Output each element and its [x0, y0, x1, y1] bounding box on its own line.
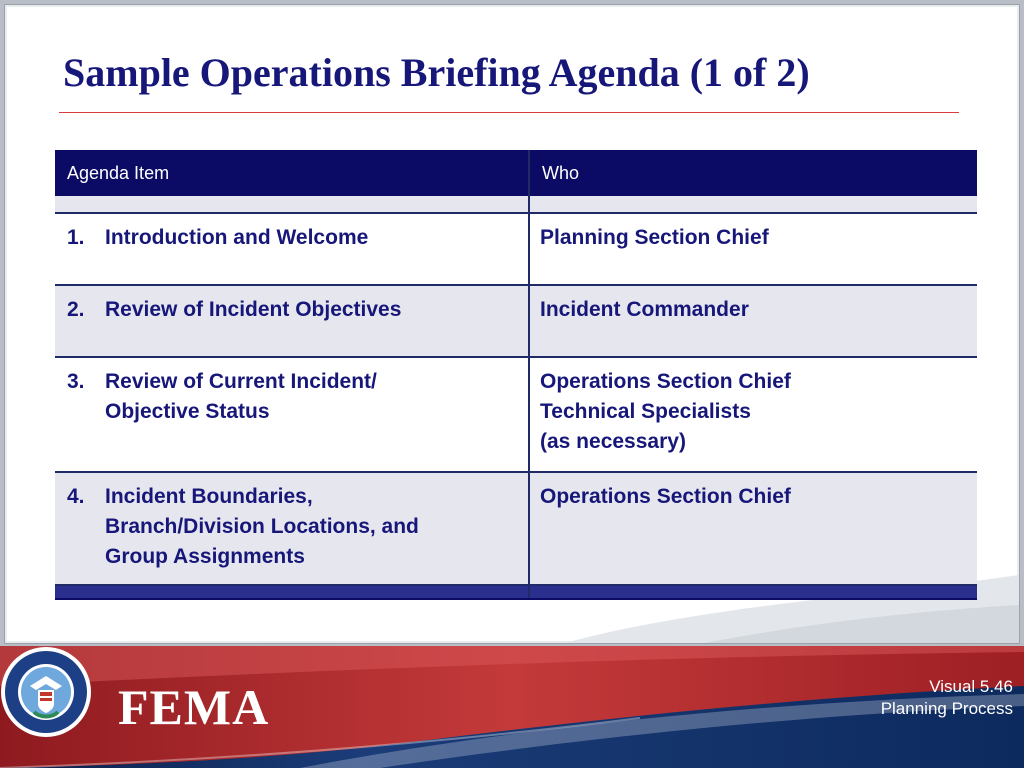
dhs-seal-icon: [0, 646, 92, 738]
header-who: Who: [529, 150, 977, 196]
item-text: Review of Current Incident/ Objective Status: [105, 370, 377, 423]
table-footer-row: [55, 585, 977, 599]
who-cell: Incident Commander: [529, 285, 977, 357]
item-number: 1.: [67, 226, 85, 249]
who-cell: Operations Section Chief: [529, 472, 977, 585]
item-number: 2.: [67, 298, 85, 321]
item-text: Introduction and Welcome: [105, 226, 369, 249]
item-text: Incident Boundaries, Branch/Division Locations, and Group Assignments: [105, 485, 419, 568]
agenda-table: [55, 150, 977, 600]
table-row: [55, 357, 977, 472]
fema-banner: [0, 646, 1024, 768]
item-number: 4.: [67, 485, 85, 508]
table-spacer-row: [55, 196, 977, 213]
item-text: Review of Incident Objectives: [105, 298, 402, 321]
course-section: Planning Process: [880, 699, 1013, 718]
header-agenda-item: Agenda Item: [55, 150, 529, 196]
slide: [4, 4, 1020, 644]
visual-number: Visual 5.46: [929, 677, 1013, 696]
agenda-item-cell: [55, 285, 529, 357]
agenda-item-cell: [55, 357, 529, 472]
agenda-item-cell: [55, 213, 529, 285]
table-row: [55, 285, 977, 357]
who-cell: Operations Section Chief Technical Specialists (as necessary): [529, 357, 977, 472]
table-row: [55, 213, 977, 285]
slide-title: Sample Operations Briefing Agenda (1 of 2): [63, 50, 810, 95]
who-cell: Planning Section Chief: [529, 213, 977, 285]
table-header-row: [55, 150, 977, 196]
title-divider: [59, 112, 959, 113]
item-number: 3.: [67, 370, 85, 393]
visual-label: [881, 676, 1013, 720]
agenda-item-cell: [55, 472, 529, 585]
fema-logo-text: FEMA: [118, 679, 270, 735]
table-row: [55, 472, 977, 585]
